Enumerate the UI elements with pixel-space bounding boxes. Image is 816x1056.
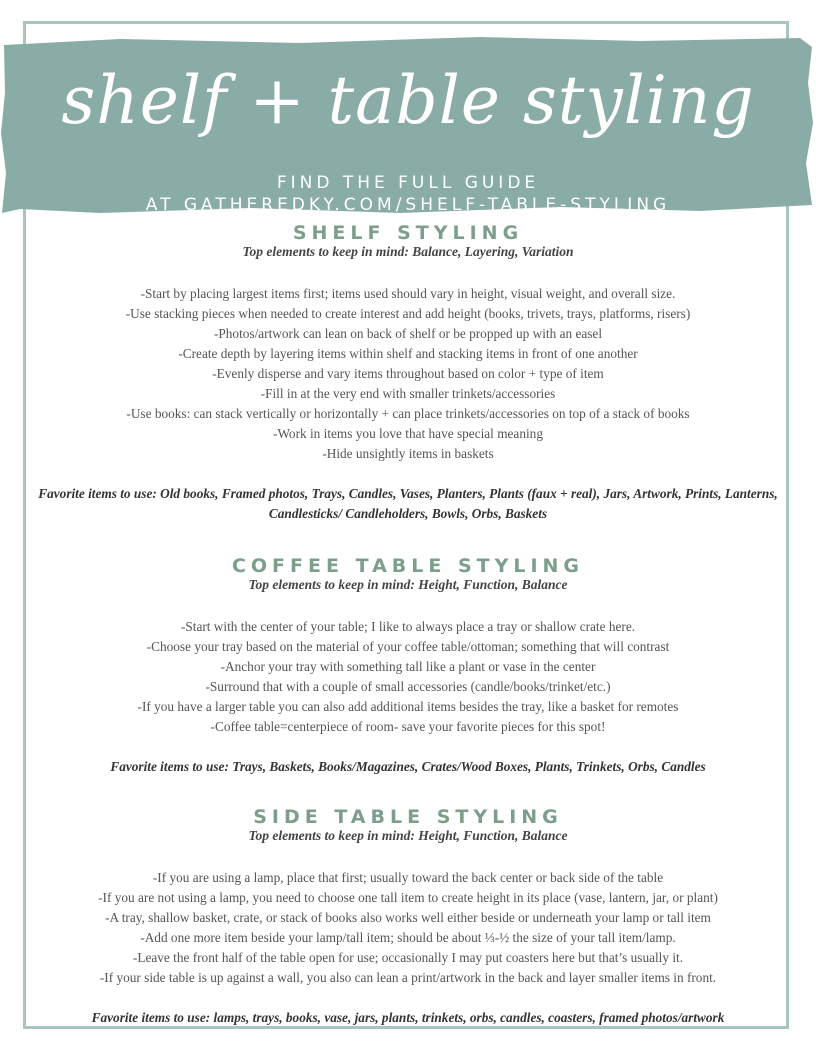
tip-item: -Work in items you love that have special meaning — [273, 426, 543, 441]
tip-item: -Hide unsightly items in baskets — [322, 446, 494, 461]
section-subtitle: Top elements to keep in mind: Height, Function, Balance — [248, 828, 568, 843]
tip-item: -Surround that with a couple of small accessories (candle/books/trinket/etc.) — [205, 679, 611, 694]
tip-item: -Anchor your tray with something tall like a plant or vase in the center — [220, 659, 596, 674]
guide-content — [30, 222, 786, 1028]
tip-item: -Use stacking pieces when needed to create interest and add height (books, trivets, trays, platforms, risers) — [125, 306, 691, 321]
tip-item: -Use books: can stack vertically or horizontally + can place trinkets/accessories on top of a stack of books — [126, 406, 690, 421]
tip-item: -Evenly disperse and vary items throughout based on color + type of item — [212, 366, 604, 381]
section-title: COFFEE TABLE STYLING — [231, 555, 585, 577]
banner-line-find-guide: FIND THE FULL GUIDE — [276, 173, 540, 193]
tip-item: -Add one more item beside your lamp/tall item; should be about ⅓-½ the size of your tall item/lamp. — [140, 930, 676, 945]
section-title: SIDE TABLE STYLING — [253, 806, 563, 828]
tip-item: -Fill in at the very end with smaller trinkets/accessories — [260, 386, 556, 401]
banner-title: shelf + table styling — [61, 62, 755, 139]
section-subtitle: Top elements to keep in mind: Balance, Layering, Variation — [242, 244, 574, 259]
tip-item: -If your side table is up against a wall, you also can lean a print/artwork in the back and layer smaller items in front. — [99, 970, 717, 985]
section-subtitle: Top elements to keep in mind: Height, Function, Balance — [248, 577, 568, 592]
tip-item: -Leave the front half of the table open for use; occasionally I may put coasters here but that’s usually it. — [132, 950, 684, 965]
tip-item: -Start by placing largest items first; items used should vary in height, visual weight, and overall size. — [140, 286, 676, 301]
tip-item: -If you are not using a lamp, you need to choose one tall item to create height in its place (vase, lantern, jar, or plant) — [98, 890, 718, 905]
favorite-items: Favorite items to use: Trays, Baskets, Books/Magazines, Crates/Wood Boxes, Plants, Trinkets, Orbs, Candles — [110, 759, 706, 774]
favorite-items: Favorite items to use: Old books, Framed photos, Trays, Candles, Vases, Planters, Plants (faux + real), Jars, Artwork, Prints, Lanterns, Candlesticks/ Candleholders, Bowls, Orbs, Baskets — [38, 486, 778, 521]
section-side-table-styling — [30, 806, 786, 1028]
banner-line-url[interactable]: AT GATHEREDKY.COM/SHELF-TABLE-STYLING — [145, 195, 671, 215]
tip-item: -If you are using a lamp, place that first; usually toward the back center or back side of the table — [152, 870, 664, 885]
tip-item: -A tray, shallow basket, crate, or stack of books also works well either beside or underneath your lamp or tall item — [105, 910, 711, 925]
tip-item: -Photos/artwork can lean on back of shelf or be propped up with an easel — [213, 326, 603, 341]
tip-item: -If you have a larger table you can also add additional items besides the tray, like a basket for remotes — [137, 699, 679, 714]
tip-item: -Coffee table=centerpiece of room- save your favorite pieces for this spot! — [210, 719, 606, 734]
tip-item: -Choose your tray based on the material of your coffee table/ottoman; something that will contrast — [146, 639, 670, 654]
tip-item: -Start with the center of your table; I like to always place a tray or shallow crate here. — [180, 619, 636, 634]
favorite-items: Favorite items to use: lamps, trays, books, vase, jars, plants, trinkets, orbs, candles, coasters, framed photos/artwork — [91, 1010, 725, 1025]
section-shelf-styling — [30, 222, 786, 524]
tip-item: -Create depth by layering items within shelf and stacking items in front of one another — [178, 346, 638, 361]
section-title: SHELF STYLING — [292, 222, 524, 244]
header-banner — [0, 23, 816, 218]
section-coffee-table-styling — [30, 555, 786, 777]
